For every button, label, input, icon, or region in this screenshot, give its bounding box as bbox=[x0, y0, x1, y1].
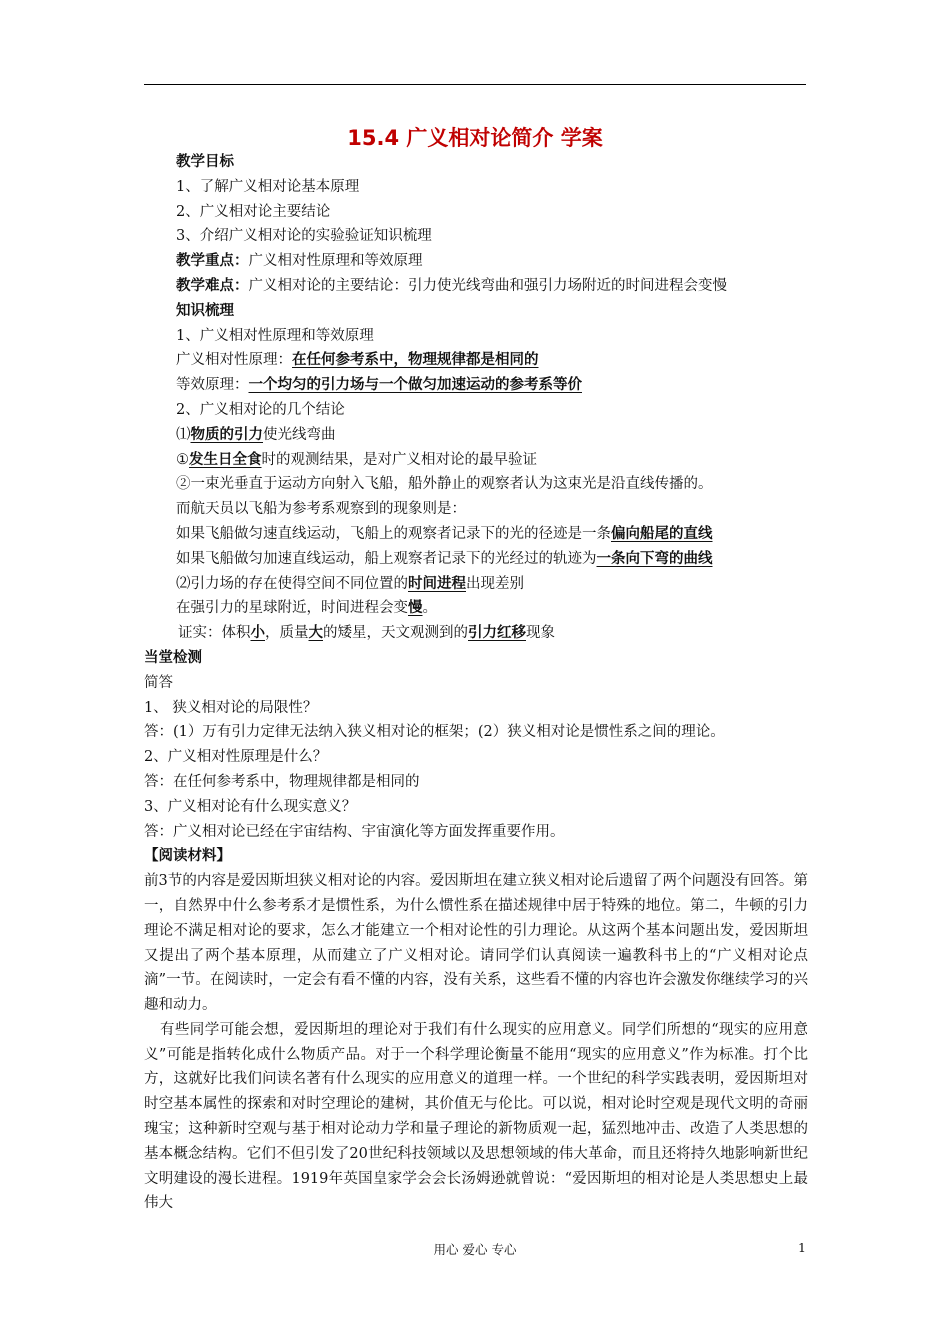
difficulty-point bbox=[144, 274, 808, 299]
answer: 答：在任何参考系中，物理规律都是相同的 bbox=[144, 773, 420, 790]
key-point-label: 教学重点： bbox=[176, 252, 249, 270]
question: 2、广义相对性原理是什么？ bbox=[144, 749, 328, 766]
test-heading: 当堂检测 bbox=[144, 648, 202, 666]
page-number: 1 bbox=[798, 1240, 806, 1255]
question: 1、 狭义相对论的局限性？ bbox=[144, 699, 318, 716]
goal-item: 1、了解广义相对论基本原理 bbox=[176, 178, 360, 195]
text-run: ，质量 bbox=[265, 625, 309, 642]
answer-blank: 在任何参考系中，物理规律都是相同的 bbox=[292, 351, 539, 369]
header-rule bbox=[144, 84, 806, 85]
goals-heading: 教学目标 bbox=[176, 153, 234, 170]
text-run: 证实：体积 bbox=[178, 625, 251, 642]
answer: 答：(1）万有引力定律无法纳入狭义相对论的框架；(2）狭义相对论是惯性系之间的理论。 bbox=[144, 724, 725, 741]
answer-blank: 引力红移 bbox=[468, 624, 526, 642]
text-run: 的矮星，天文观测到的 bbox=[323, 625, 468, 642]
review-heading: 知识梳理 bbox=[176, 301, 234, 319]
answer-blank: 物质的引力 bbox=[190, 425, 263, 443]
text-run: 使光线弯曲 bbox=[263, 426, 336, 443]
text-run: ⑵引力场的存在使得空间不同位置的 bbox=[176, 575, 408, 592]
key-point-text: 广义相对性原理和等效原理 bbox=[248, 253, 423, 270]
answer-blank: 小 bbox=[250, 624, 265, 642]
goal-item: 2、广义相对论主要结论 bbox=[176, 203, 331, 220]
answer-blank: 大 bbox=[308, 624, 323, 642]
review-line bbox=[144, 572, 808, 597]
review-line bbox=[144, 348, 808, 373]
answer-blank: 时间进程 bbox=[408, 574, 466, 592]
reading-heading: 【阅读材料】 bbox=[144, 847, 231, 865]
answer: 答：广义相对论已经在宇宙结构、宇宙演化等方面发挥重要作用。 bbox=[144, 823, 565, 840]
text-run: ⑴ bbox=[176, 426, 191, 443]
test-type: 简答 bbox=[144, 674, 173, 691]
footer-slogan: 用心 爱心 专心 bbox=[433, 1242, 517, 1257]
text-run: 。 bbox=[422, 600, 437, 617]
review-line bbox=[144, 448, 808, 473]
document-body bbox=[144, 150, 808, 1216]
text-run: 如果飞船做匀加速直线运动，船上观察者记录下的光经过的轨迹为 bbox=[176, 550, 597, 567]
review-line bbox=[144, 373, 808, 398]
text-run: 现象 bbox=[526, 625, 555, 642]
text-run: 等效原理： bbox=[176, 377, 249, 394]
question: 3、广义相对论有什么现实意义？ bbox=[144, 798, 357, 815]
text-run: 如果飞船做匀速直线运动，飞船上的观察者记录下的光的径迹是一条 bbox=[176, 525, 611, 542]
key-point bbox=[144, 249, 808, 274]
answer-blank: 偏向船尾的直线 bbox=[611, 524, 713, 542]
answer-blank: 一个均匀的引力场与一个做匀加速运动的参考系等价 bbox=[248, 376, 582, 394]
difficulty-label: 教学难点： bbox=[176, 276, 249, 294]
answer-blank: 发生日全食 bbox=[189, 450, 262, 468]
review-line bbox=[144, 423, 808, 448]
review-line bbox=[144, 596, 808, 621]
document-title: 15.4 广义相对论简介 学案 bbox=[347, 126, 603, 150]
text-run: 广义相对性原理： bbox=[176, 352, 292, 369]
difficulty-text: 广义相对论的主要结论：引力使光线弯曲和强引力场附近的时间进程会变慢 bbox=[248, 277, 727, 294]
review-line bbox=[144, 522, 808, 547]
review-line bbox=[144, 621, 808, 646]
text-run: ① bbox=[176, 451, 189, 468]
answer-blank: 慢 bbox=[408, 599, 423, 617]
answer-blank: 一条向下弯的曲线 bbox=[596, 549, 713, 567]
review-line: 2、广义相对论的几个结论 bbox=[176, 401, 345, 418]
text-run: 出现差别 bbox=[466, 575, 524, 592]
text-run: 在强引力的星球附近，时间进程会变 bbox=[176, 600, 408, 617]
review-line: 1、广义相对性原理和等效原理 bbox=[176, 327, 374, 344]
review-line: 而航天员以飞船为参考系观察到的现象则是： bbox=[176, 501, 466, 518]
review-line bbox=[144, 547, 808, 572]
review-line: ②一束光垂直于运动方向射入飞船，船外静止的观察者认为这束光是沿直线传播的。 bbox=[176, 476, 713, 493]
reading-paragraph: 前3节的内容是爱因斯坦狭义相对论的内容。爱因斯坦在建立狭义相对论后遗留了两个问题没有回答。第一，自然界中什么参考系才是惯性系，为什么惯性系在描述规律中居于特殊的地位。第二，牛顿的引力理论不满足相对论的要求，怎么才能建立一个相对论性的引力理论。从这两个基本问题出发，爱因斯坦又提出了两个基本原理，从而建立了广义相对论。请同学们认真阅读一遍教科书上的“广义相对论点滴”一节。在阅读时，一定会有看不懂的内容，没有关系，这些看不懂的内容也许会激发你继续学习的兴趣和动力。 bbox=[144, 873, 808, 1014]
text-run: 时的观测结果，是对广义相对论的最早验证 bbox=[261, 451, 537, 468]
goal-item: 3、介绍广义相对论的实验验证知识梳理 bbox=[176, 228, 432, 245]
reading-paragraph: 有些同学可能会想，爱因斯坦的理论对于我们有什么现实的应用意义。同学们所想的“现实的应用意义”可能是指转化成什么物质产品。对于一个科学理论衡量不能用“现实的应用意义”作为标准。打个比方，这就好比我们问读名著有什么现实的应用意义的道理一样。一个世纪的科学实践表明，爱因斯坦对时空基本属性的探索和对时空理论的建树，其价值无与伦比。可以说，相对论时空观是现代文明的奇丽瑰宝；这种新时空观与基于相对论动力学和量子理论的新物质观一起，猛烈地冲击、改造了人类思想的基本概念结构。它们不但引发了20世纪科技领域以及思想领域的伟大革命，而且还将持久地影响新世纪文明建设的漫长进程。1919年英国皇家学会会长汤姆逊就曾说：“爱因斯坦的相对论是人类思想史上最伟大 bbox=[144, 1021, 808, 1212]
